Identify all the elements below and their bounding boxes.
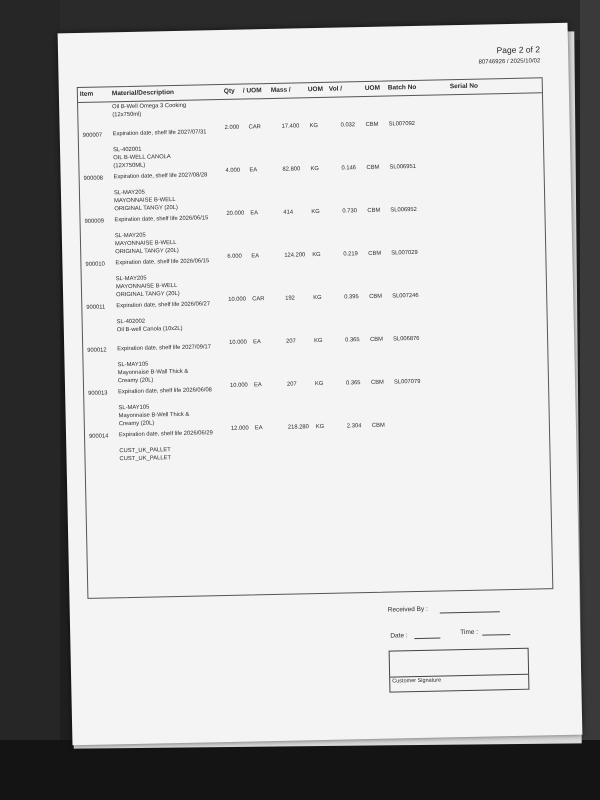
row-mass: 207: [286, 338, 296, 345]
row-qty: 2.000: [224, 124, 240, 131]
page-header: [478, 43, 540, 68]
row-expiry: Expiration date, shelf life 2027/09/17: [117, 344, 212, 353]
row-mass: 207: [286, 381, 297, 388]
received-by-line: [440, 611, 500, 613]
row-uom: EA: [250, 210, 259, 217]
row-vol: 0.365: [345, 337, 360, 344]
row-description-2: ORIGINAL TANGY (20L): [114, 204, 178, 213]
pallet-line-1: CUST_UK_PALLET: [119, 447, 171, 455]
time-label: Time :: [460, 628, 479, 637]
row-uom: EA: [249, 167, 258, 174]
row-code: SL-MAY205: [113, 189, 145, 197]
row-code: SL-MAY205: [114, 232, 146, 240]
col-qty: Qty: [223, 87, 235, 95]
page-number: Page 2 of 2: [496, 44, 541, 56]
time-line: [482, 634, 510, 636]
delivery-note-page: [58, 23, 583, 746]
row-batch: SL007079: [393, 378, 421, 386]
col-material: Material/Description: [111, 88, 175, 98]
row-mass: 17.400: [281, 123, 300, 130]
row-expiry: Expiration date, shelf life 2026/06/27: [116, 301, 211, 310]
row-uom-vol: CBM: [369, 293, 383, 300]
row-mass: 218.280: [287, 424, 309, 431]
col-item: Item: [79, 90, 94, 98]
customer-signature-label: Customer Signature: [392, 677, 442, 685]
row-uom-mass: KG: [312, 251, 321, 259]
row-code: SL-402001: [112, 146, 142, 154]
row-uom-mass: KG: [311, 208, 320, 216]
row-batch: SL006952: [390, 206, 417, 214]
row-batch: SL007029: [391, 249, 418, 257]
background-left: [0, 0, 60, 800]
row-uom-mass: KG: [314, 380, 324, 388]
row-qty: 6.000: [227, 253, 242, 260]
row-batch: SL007092: [388, 120, 416, 128]
col-batch: Batch No: [387, 83, 417, 92]
row-description: MAYONNAISE B-WELL: [114, 196, 176, 205]
row-uom: EA: [251, 253, 260, 260]
row-qty: 10.000: [229, 382, 248, 389]
row-uom: CAR: [248, 124, 261, 131]
row-description: Mayonnaise B-Wall Thick &: [117, 368, 189, 377]
col-serial: Serial No: [449, 82, 479, 91]
row-expiry: Expiration date, shelf life 2026/06/08: [118, 387, 212, 396]
row-mass: 124.200: [284, 252, 306, 259]
row-uom-mass: KG: [310, 165, 319, 173]
row-description-2: ORIGINAL TANGY (20L): [115, 247, 179, 256]
row-uom-mass: KG: [314, 337, 323, 345]
row-item: 900014: [88, 433, 109, 440]
row-vol: 0.032: [340, 122, 356, 129]
signature-divider: [390, 674, 528, 678]
row-code: SL-MAY105: [117, 361, 149, 369]
background-right: [580, 0, 600, 800]
row-item: 900009: [84, 218, 104, 225]
row-uom: CAR: [252, 296, 265, 303]
row-vol: 0.146: [341, 165, 357, 172]
row-expiry: Expiration date, shelf life 2027/07/31: [112, 129, 207, 138]
row-uom-vol: CBM: [371, 422, 385, 429]
received-by-label: Received By :: [387, 605, 428, 614]
document-reference: 80746926 / 2025/10/02: [478, 58, 541, 66]
row-description-2: Creamy (20L): [118, 420, 155, 428]
row-qty: 10.000: [228, 296, 247, 303]
items-table: [77, 77, 554, 599]
row-mass: 414: [283, 209, 294, 216]
row-expiry: Expiration date, shelf life 2026/06/15: [114, 215, 209, 224]
row-batch: SL006951: [389, 163, 416, 171]
row-mass: 192: [285, 295, 295, 302]
row-uom-mass: KG: [313, 294, 322, 302]
row-code: SL-MAY105: [118, 404, 150, 412]
row-uom: EA: [253, 382, 262, 389]
row-item: 900012: [87, 347, 107, 354]
row-qty: 4.000: [225, 167, 241, 174]
row-code: Oil B-Well Omega 3 Cooking: [112, 102, 187, 111]
table-rows: [78, 94, 550, 468]
row-uom-vol: CBM: [367, 207, 381, 214]
row-description: Oil B-well Canola (10x2L): [116, 325, 183, 334]
row-description: OIL B-WELL CANOLA: [113, 154, 171, 162]
row-uom: EA: [253, 339, 261, 346]
row-uom-mass: KG: [315, 423, 325, 431]
row-item: 900011: [86, 304, 106, 311]
row-description: MAYONNAISE B-WELL: [114, 239, 177, 248]
row-uom: EA: [254, 425, 263, 432]
signoff-area: [387, 604, 533, 685]
row-item: 900013: [88, 390, 108, 397]
col-uom-mass: UOM: [307, 85, 324, 94]
row-uom-vol: CBM: [368, 250, 382, 257]
row-qty: 12.000: [230, 425, 249, 432]
row-vol: 0.395: [344, 294, 359, 301]
row-description: MAYONNAISE B-WELL: [115, 282, 178, 291]
col-mass: Mass /: [270, 86, 291, 94]
row-uom-vol: CBM: [366, 164, 380, 171]
signature-box: [389, 648, 530, 693]
row-code: SL-402002: [116, 318, 146, 326]
row-vol: 0.219: [343, 251, 358, 258]
row-uom-vol: CBM: [370, 336, 384, 343]
row-description: Mayonnaise B-Well Thick &: [118, 411, 190, 420]
pallet-line-2: CUST_UK_PALLET: [119, 455, 172, 463]
date-line: [414, 638, 440, 640]
row-description-2: (12X750ML): [113, 162, 146, 170]
row-mass: 82.800: [282, 166, 301, 173]
row-expiry: Expiration date, shelf life 2027/08/28: [113, 172, 208, 181]
row-code: SL-MAY205: [115, 275, 147, 283]
row-batch: SL007246: [392, 292, 419, 300]
row-description-2: Creamy (20L): [117, 377, 154, 385]
row-item: 900007: [82, 132, 103, 139]
row-expiry: Expiration date, shelf life 2026/06/29: [118, 430, 213, 439]
row-vol: 0.365: [345, 380, 361, 387]
row-expiry: Expiration date, shelf life 2026/06/15: [115, 258, 210, 267]
row-qty: 10.000: [229, 339, 247, 346]
row-item: 900010: [85, 261, 105, 268]
row-qty: 20.000: [226, 210, 245, 217]
row-uom-mass: KG: [309, 122, 319, 130]
row-vol: 2.304: [346, 423, 362, 430]
background-bottom: [0, 740, 600, 800]
col-uom-vol: UOM: [364, 84, 381, 92]
row-description: (12x750ml): [112, 111, 142, 119]
date-label: Date :: [390, 632, 408, 640]
row-uom-vol: CBM: [365, 121, 379, 128]
row-vol: 0.730: [342, 208, 357, 215]
col-uom: / UOM: [242, 87, 262, 95]
row-description-2: ORIGINAL TANGY (20L): [116, 290, 180, 299]
row-batch: SL006876: [393, 335, 420, 343]
row-item: 900008: [83, 175, 104, 182]
row-uom-vol: CBM: [370, 379, 384, 386]
col-vol: Vol /: [328, 85, 343, 93]
